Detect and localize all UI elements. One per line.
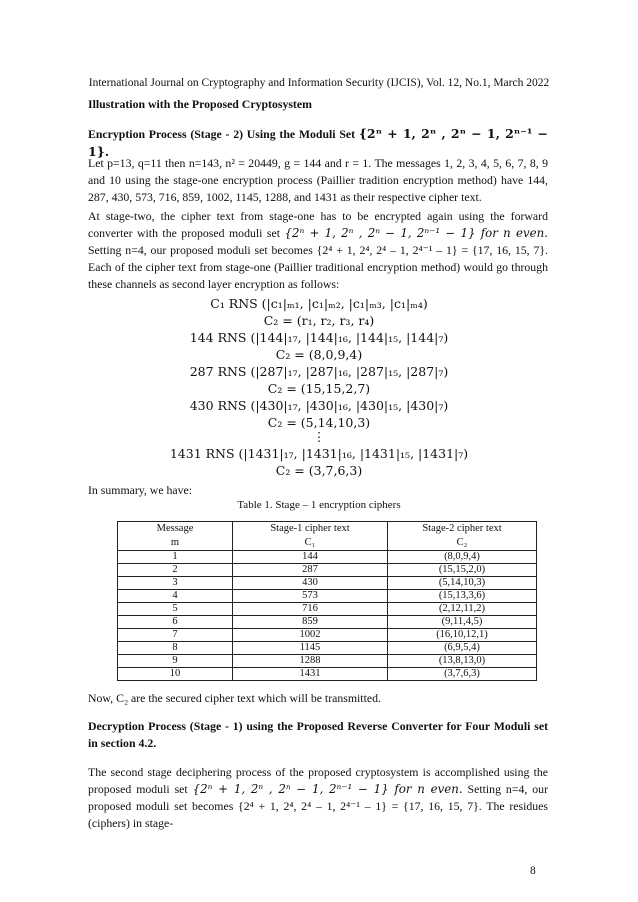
cipher-table bbox=[117, 521, 537, 681]
equation-line: 430 RNS (|430|₁₇, |430|₁₆, |430|₁₅, |430|₇) bbox=[189, 398, 449, 413]
table-cell: 716 bbox=[233, 603, 388, 616]
table-cell: 144 bbox=[233, 551, 388, 564]
equation-line: C₂ = (5,14,10,3) bbox=[267, 415, 371, 430]
table-cell: 6 bbox=[118, 616, 233, 629]
table-cell: 859 bbox=[233, 616, 388, 629]
paragraph-stage-two-b: Setting n=4, our proposed moduli set becomes {2⁴ + 1, 2⁴, 2⁴ – 1, 2⁴⁻¹ – 1} = {17, 16, 15, 7}. Each of the cipher text from stage-one (Paillier traditional encryption method) would go through these channels as second layer encryption as follows: bbox=[88, 243, 548, 291]
equation-line: 1431 RNS (|1431|₁₇, |1431|₁₆, |1431|₁₅, |1431|₇) bbox=[169, 446, 469, 461]
table-header-row bbox=[118, 522, 537, 551]
table-cell: 1145 bbox=[233, 642, 388, 655]
journal-header: International Journal on Cryptography and Information Security (IJCIS), Vol. 12, No.1, March 2022 bbox=[88, 77, 550, 89]
equation-line: C₂ = (r₁, r₂, r₃, r₄) bbox=[263, 313, 375, 328]
table-cell: 10 bbox=[118, 668, 233, 681]
table-cell: (3,7,6,3) bbox=[388, 668, 537, 681]
equation-ellipsis: ⋮ bbox=[312, 429, 326, 444]
table-row bbox=[118, 551, 537, 564]
table-cell: 4 bbox=[118, 590, 233, 603]
equation-line: C₂ = (15,15,2,7) bbox=[267, 381, 371, 396]
paragraph-stage-two-math: {2ⁿ + 1, 2ⁿ , 2ⁿ − 1, 2ⁿ⁻¹ − 1} for n even. bbox=[284, 226, 549, 240]
table-cell: 9 bbox=[118, 655, 233, 668]
encryption-heading-text: Encryption Process (Stage - 2) Using the Moduli Set bbox=[88, 127, 356, 141]
table-caption: Table 1. Stage – 1 encryption ciphers bbox=[237, 499, 401, 511]
paragraph-decryption-math: {2ⁿ + 1, 2ⁿ , 2ⁿ − 1, 2ⁿ⁻¹ − 1} for n even. bbox=[192, 782, 463, 796]
table-row bbox=[118, 603, 537, 616]
table-cell: (15,15,2,0) bbox=[388, 564, 537, 577]
table-row bbox=[118, 577, 537, 590]
paragraph-parameters: Let p=13, q=11 then n=143, n² = 20449, g = 144 and r = 1. The messages 1, 2, 3, 4, 5, 6, 7, 8, 9 and 10 using the stage-one encryption process (Paillier tradition encryption method) have 144, 287, 430, 573, 716, 859, 1002, 1145, 1288, and 1431 as their respective cipher text. bbox=[88, 156, 548, 204]
table-cell: 1431 bbox=[233, 668, 388, 681]
table-row bbox=[118, 655, 537, 668]
decryption-heading: Decryption Process (Stage - 1) using the Proposed Reverse Converter for Four Moduli set in section 4.2. bbox=[88, 719, 548, 750]
section-title: Illustration with the Proposed Cryptosystem bbox=[88, 97, 312, 111]
paragraph-stage-two bbox=[88, 208, 548, 293]
table-cell: 8 bbox=[118, 642, 233, 655]
table-cell: 5 bbox=[118, 603, 233, 616]
table-header-stage1: Stage-1 cipher text C₁ bbox=[233, 522, 388, 551]
paragraph-decryption-b: Setting n=4, our proposed moduli set becomes {2⁴ + 1, 2⁴, 2⁴ – 1, 2⁴⁻¹ – 1} = {17, 16, 15, 7}. The residues (ciphers) in stage- bbox=[88, 782, 548, 830]
equation-line: 287 RNS (|287|₁₇, |287|₁₆, |287|₁₅, |287|₇) bbox=[189, 364, 449, 379]
table-cell: (8,0,9,4) bbox=[388, 551, 537, 564]
table-row bbox=[118, 642, 537, 655]
table-row bbox=[118, 564, 537, 577]
table-cell: 7 bbox=[118, 629, 233, 642]
table-header-stage2: Stage-2 cipher text C₂ bbox=[388, 522, 537, 551]
table-cell: 287 bbox=[233, 564, 388, 577]
table-row bbox=[118, 629, 537, 642]
paragraph-decryption-a: The second stage deciphering process of the proposed cryptosystem is accomplished using the proposed moduli set bbox=[88, 765, 548, 796]
equation-line: C₂ = (8,0,9,4) bbox=[275, 347, 363, 362]
table-cell: (9,11,4,5) bbox=[388, 616, 537, 629]
equation-line: C₁ RNS (|c₁|ₘ₁, |c₁|ₘ₂, |c₁|ₘ₃, |c₁|ₘ₄) bbox=[210, 296, 428, 311]
table-cell: 430 bbox=[233, 577, 388, 590]
table-cell: (13,8,13,0) bbox=[388, 655, 537, 668]
summary-text: In summary, we have: bbox=[88, 483, 193, 497]
table-cell: (15,13,3,6) bbox=[388, 590, 537, 603]
paragraph-stage-two-a: At stage-two, the cipher text from stage-one has to be encrypted again using the forward converter with the proposed moduli set bbox=[88, 209, 548, 240]
equation-line: C₂ = (3,7,6,3) bbox=[275, 463, 363, 478]
paragraph-decryption bbox=[88, 764, 548, 832]
table-cell: (16,10,12,1) bbox=[388, 629, 537, 642]
after-table-text: Now, C₂ are the secured cipher text which will be transmitted. bbox=[88, 691, 381, 705]
equation-line: 144 RNS (|144|₁₇, |144|₁₆, |144|₁₅, |144|₇) bbox=[189, 330, 449, 345]
table-row bbox=[118, 590, 537, 603]
table-row bbox=[118, 616, 537, 629]
encryption-heading-math: {2ⁿ + 1, 2ⁿ , 2ⁿ − 1, 2ⁿ⁻¹ − 1}. bbox=[88, 126, 548, 159]
table-cell: 1002 bbox=[233, 629, 388, 642]
table-header-message: Message m bbox=[118, 522, 233, 551]
table-cell: (2,12,11,2) bbox=[388, 603, 537, 616]
table-cell: (6,9,5,4) bbox=[388, 642, 537, 655]
table-cell: (5,14,10,3) bbox=[388, 577, 537, 590]
table-row bbox=[118, 668, 537, 681]
table-cell: 2 bbox=[118, 564, 233, 577]
table-cell: 3 bbox=[118, 577, 233, 590]
table-cell: 1 bbox=[118, 551, 233, 564]
page-number: 8 bbox=[530, 865, 536, 877]
table-cell: 573 bbox=[233, 590, 388, 603]
table-cell: 1288 bbox=[233, 655, 388, 668]
